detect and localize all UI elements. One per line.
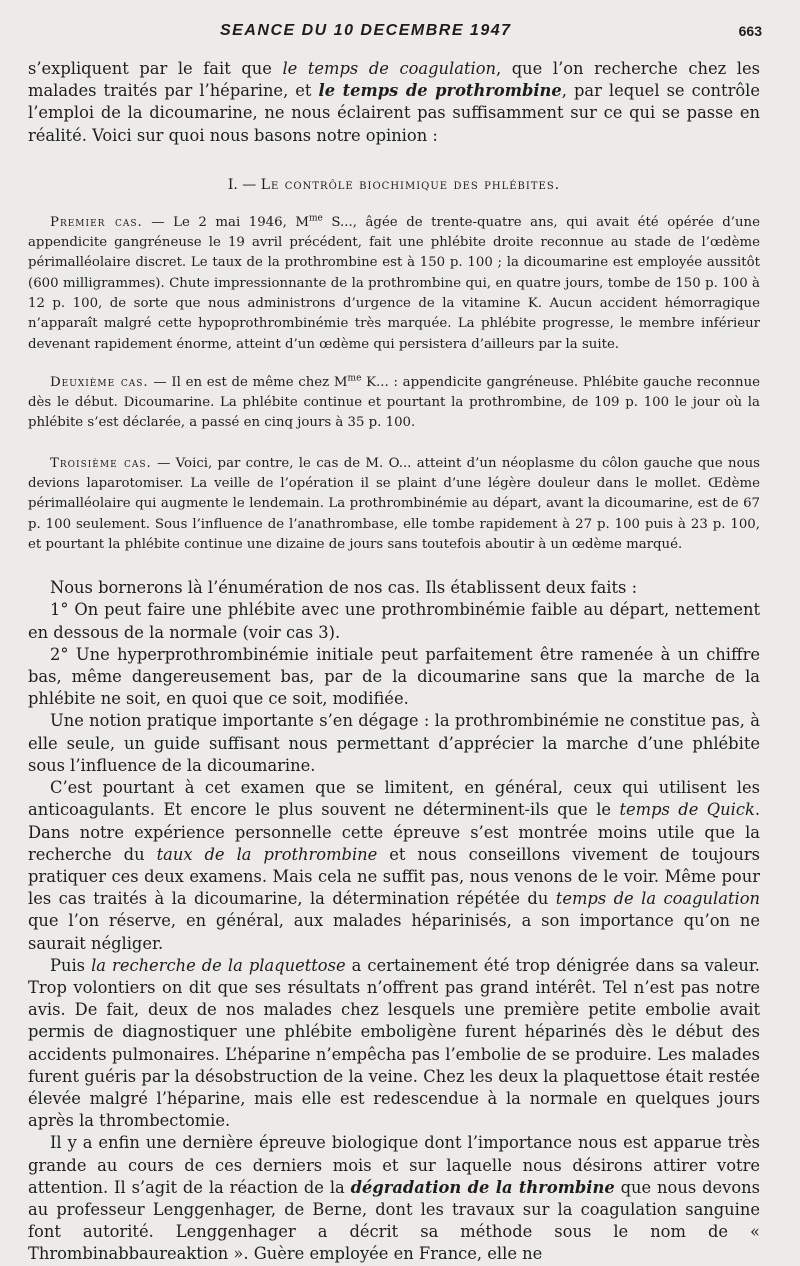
paragraph-text: a certainement été trop dénigrée dans sa valeur. Trop volontiers on dit que ses résultats n’offrent pas grand intérêt. Tel n’est pas notre avis. De fait, deux de nos malades chez lesquels une première petite embolie avait permis de diagnostiquer une phlébite emboligène furent héparinés dès le début des accidents pulmonaires. L’héparine n’empêcha pas l’embolie de se produire. Les malades furent guéris par la désobstruction de la veine. Chez les deux la plaquettose était restée élevée malgré l’héparine, mais elle est redescendue à la normale en quelques jours après la thrombectomie. bbox=[28, 955, 760, 1131]
paragraph-emphasis: temps de la coagulation bbox=[555, 889, 760, 909]
case-paragraph-3 bbox=[28, 454, 760, 555]
paragraph-text: et nous conseillons vivement de toujours pratiquer ces deux examens. Mais cela ne suffit pas, nous venons de le voir. Même pour les cas traités à la dicoumarine, la détermination répétée du bbox=[28, 844, 760, 909]
intro-text-3: , par lequel se contrôle l’emploi de la dicoumarine, ne nous éclairent pas suffisamment sur ce qui se passe en réalité. Voici sur quoi nous basons notre opinion : bbox=[28, 81, 760, 145]
case-superscript: me bbox=[308, 213, 323, 224]
section-number: I. — bbox=[227, 176, 261, 193]
paragraph-text: Puis bbox=[50, 955, 92, 975]
conclusion-paragraph-6 bbox=[28, 955, 760, 1133]
conclusion-paragraph-4: Une notion pratique importante s’en dégage : la prothrombinémie ne constitue pas, à elle seule, un guide suffisant nous permettant d’apprécier la marche d’une phlébite sous l’influence de la dicoumarine. bbox=[28, 711, 760, 775]
section-heading bbox=[28, 177, 760, 193]
conclusion-paragraph-1: Nous bornerons là l’énumération de nos cas. Ils établissent deux faits : bbox=[50, 578, 638, 598]
case-superscript: me bbox=[347, 373, 362, 384]
paragraph-text: . Dans notre expérience personnelle cette épreuve s’est montrée moins utile que la recherche du bbox=[28, 800, 760, 864]
page-header bbox=[0, 22, 800, 44]
paragraph-text: Il y a enfin une dernière épreuve biologique dont l’importance nous est apparue très grande au cours de ces derniers mois et sur laquelle nous désirons attirer votre attention. Il s’agit de la réaction de la bbox=[28, 1133, 760, 1197]
case-text: — Voici, par contre, le cas de M. O... atteint d’un néoplasme du côlon gauche que nous devions laparotomiser. La veille de l’opération il se plaint d’une légère douleur dans le mollet. Œdème périmalléolaire qui augmente le lendemain. La prothrombinémie au départ, avant la dicoumarine, est de 67 p. 100 seulement. Sous l’influence de l’anathrombase, elle tombe rapidement à 27 p. 100 puis à 23 p. 100, et pourtant la phlébite continue une dizaine de jours sans toutefois aboutir à un œdème marqué. bbox=[28, 455, 760, 552]
paragraph-emphasis: la recherche de la plaquettose bbox=[91, 955, 346, 975]
conclusion-paragraph-7 bbox=[28, 1132, 760, 1265]
paragraph-emphasis: dégradation de la thrombine bbox=[350, 1177, 615, 1197]
case-label: Premier cas. bbox=[50, 214, 143, 230]
conclusion-paragraph-3: 2° Une hyperprothrombinémie initiale peut parfaitement être ramenée à un chiffre bas, même dangereusement bas, par de la dicoumarine sans que la marche de la phlébite ne soit, en quoi que ce soit, modifiée. bbox=[28, 644, 760, 709]
conclusion-paragraph-5 bbox=[28, 777, 760, 955]
case-label: Troisième cas. bbox=[50, 455, 152, 471]
paragraph-text: que nous devons au professeur Lenggenhager, de Berne, dont les travaux sur la coagulation sanguine font autorité. Lenggenhager a décrit sa méthode sous le nom de « Thrombinabbaureaktion ». Guère employée en France, elle ne bbox=[28, 1177, 760, 1264]
case-label: Deuxième cas. bbox=[50, 374, 149, 390]
page-body bbox=[28, 58, 760, 1266]
section-title: Le contrôle biochimique des phlébites. bbox=[260, 176, 561, 193]
paragraph-text: C’est pourtant à cet examen que se limitent, en général, ceux qui utilisent les anticoagulants. Et encore le plus souvent ne déterminent-ils que le bbox=[28, 778, 760, 820]
intro-paragraph bbox=[28, 58, 760, 147]
case-paragraph-1 bbox=[28, 213, 760, 355]
case-text: K... : appendicite gangréneuse. Phlébite gauche reconnue dès le début. Dicoumarine. La phlébite continue et pourtant la prothrombine, de 109 p. 100 le jour où la phlébite s’est déclarée, a passé en cinq jours à 35 p. 100. bbox=[28, 374, 760, 431]
running-title: SEANCE DU 10 DECEMBRE 1947 bbox=[220, 22, 512, 39]
intro-emphasis-2: le temps de prothrombine bbox=[318, 81, 562, 101]
paragraph-emphasis: temps de Quick bbox=[619, 800, 755, 820]
conclusion-paragraph-2: 1° On peut faire une phlébite avec une prothrombinémie faible au départ, nettement en dessous de la normale (voir cas 3). bbox=[28, 600, 760, 642]
intro-text-2: , que l’on recherche chez les malades traités par l’héparine, et bbox=[28, 59, 760, 101]
case-text: — Le 2 mai 1946, M bbox=[142, 214, 309, 230]
intro-emphasis-1: le temps de coagulation bbox=[282, 59, 496, 78]
intro-text-1: s’expliquent par le fait que bbox=[28, 59, 283, 78]
paragraph-emphasis: taux de la prothrombine bbox=[156, 844, 378, 864]
page-number: 663 bbox=[738, 23, 762, 39]
case-text: S..., âgée de trente-quatre ans, qui avait été opérée d’une appendicite gangréneuse le 19 avril précédent, fait une phlébite droite reconnue au stade de l’œdème périmalléolaire discret. Le taux de la prothrombine est à 150 p. 100 ; la dicoumarine est employée aussitôt (600 milligrammes). Chute impressionnante de la prothrombine qui, en quatre jours, tombe de 150 p. 100 à 12 p. 100, de sorte que nous administrons d’urgence de la vitamine K. Aucun accident hémorragique n’apparaît malgré cette hypoprothrombinémie très marquée. La phlébite progresse, le membre inférieur devenant rapidement énorme, atteint d’un œdème qui persistera d’ailleurs par la suite. bbox=[28, 214, 760, 352]
paragraph-text: que l’on réserve, en général, aux malades héparinisés, a son importance qu’on ne saurait négliger. bbox=[28, 911, 760, 953]
case-paragraph-2 bbox=[28, 373, 760, 434]
case-text: — Il en est de même chez M bbox=[148, 374, 348, 390]
